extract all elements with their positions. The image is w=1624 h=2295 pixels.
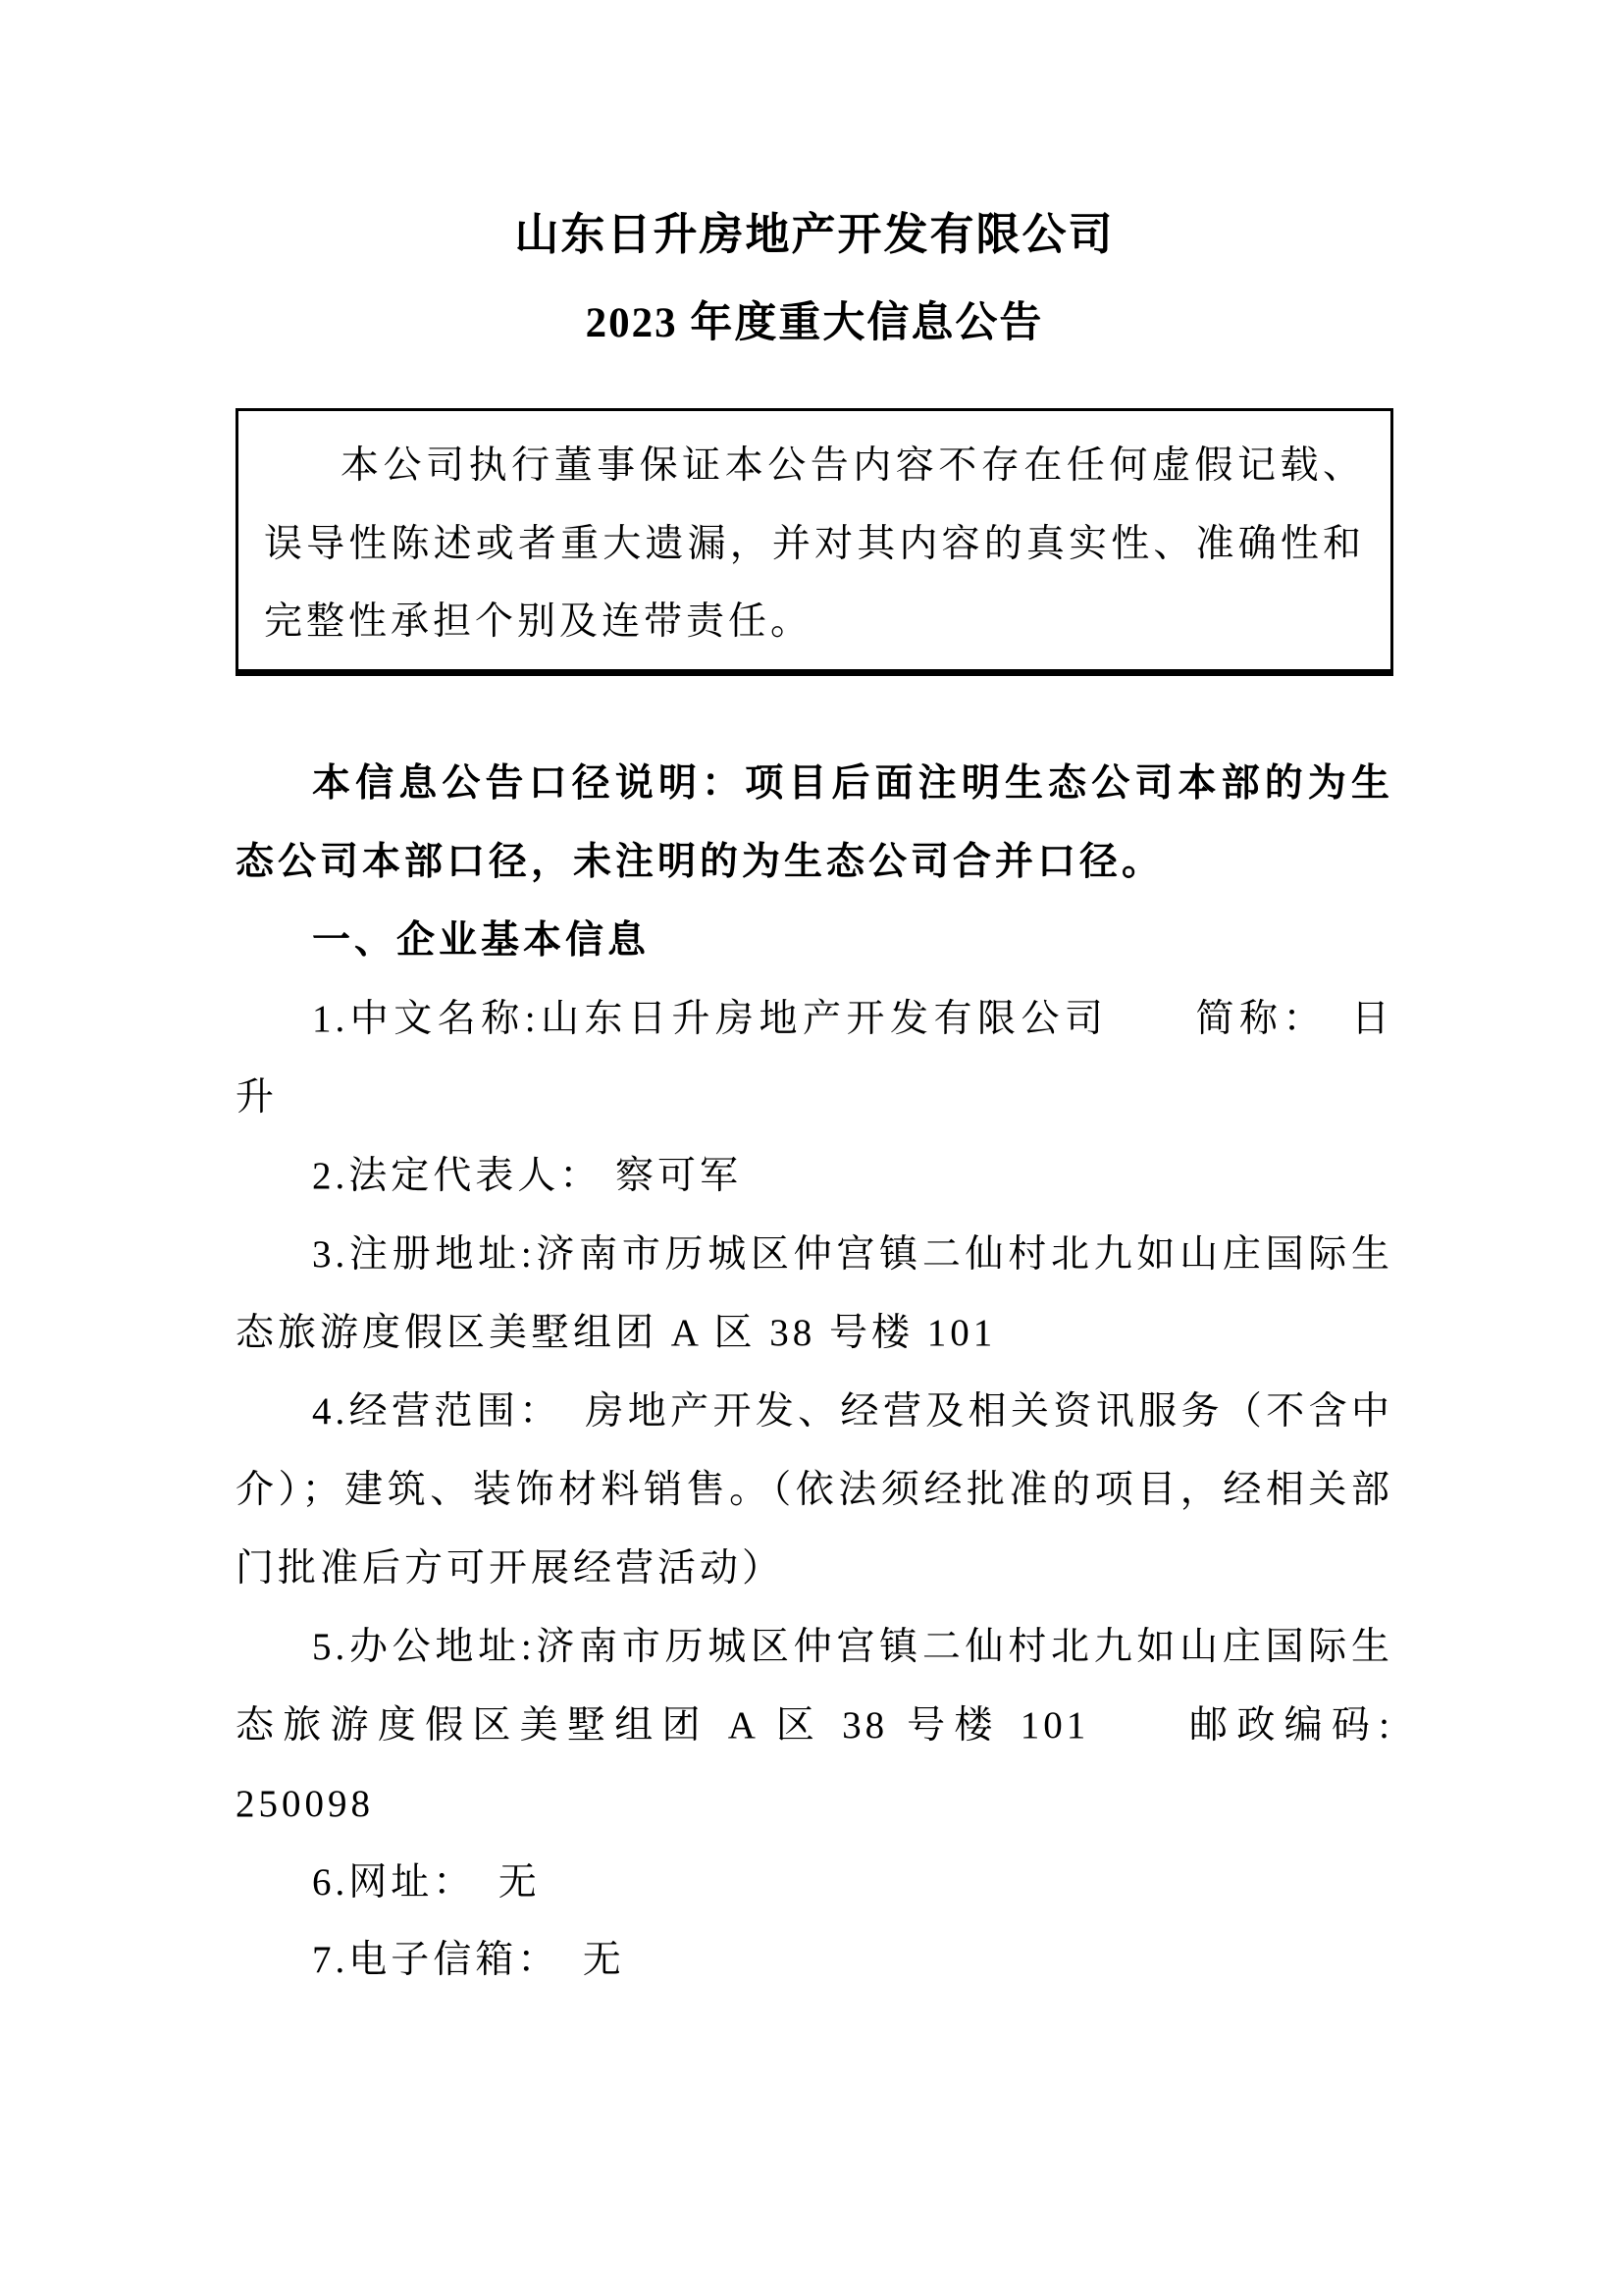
item-registered-address: 3.注册地址:济南市历城区仲宫镇二仙村北九如山庄国际生态旅游度假区美墅组团 A 区 38 号楼 101	[236, 1233, 1393, 1354]
item-chinese-name: 1.中文名称:山东日升房地产开发有限公司 简称： 日升	[236, 998, 1393, 1120]
item-office-address: 5.办公地址:济南市历城区仲宫镇二仙村北九如山庄国际生态旅游度假区美墅组团 A 区 38 号楼 101 邮政编码: 250098	[236, 1625, 1393, 1825]
document-subtitle: 2023 年度重大信息公告	[585, 300, 1044, 346]
caliber-note: 本信息公告口径说明：项目后面注明生态公司本部的为生态公司本部口径，未注明的为生态公司合并口径。	[236, 762, 1393, 884]
document-title: 山东日升房地产开发有限公司	[514, 210, 1115, 259]
section-heading-basic-info: 一、企业基本信息	[312, 919, 651, 963]
director-guarantee-text: 本公司执行董事保证本公告内容不存在任何虚假记载、误导性陈述或者重大遗漏，并对其内容的真实性、准确性和完整性承担个别及连带责任。	[264, 443, 1365, 644]
item-website: 6.网址： 无	[312, 1860, 541, 1904]
item-legal-representative: 2.法定代表人： 察可军	[312, 1155, 743, 1198]
item-business-scope: 4.经营范围： 房地产开发、经营及相关资讯服务（不含中介）；建筑、装饰材料销售。（依法须经批准的项目，经相关部门批准后方可开展经营活动）	[236, 1389, 1393, 1590]
item-email: 7.电子信箱： 无	[312, 1939, 625, 1982]
director-guarantee-box	[236, 408, 1393, 677]
